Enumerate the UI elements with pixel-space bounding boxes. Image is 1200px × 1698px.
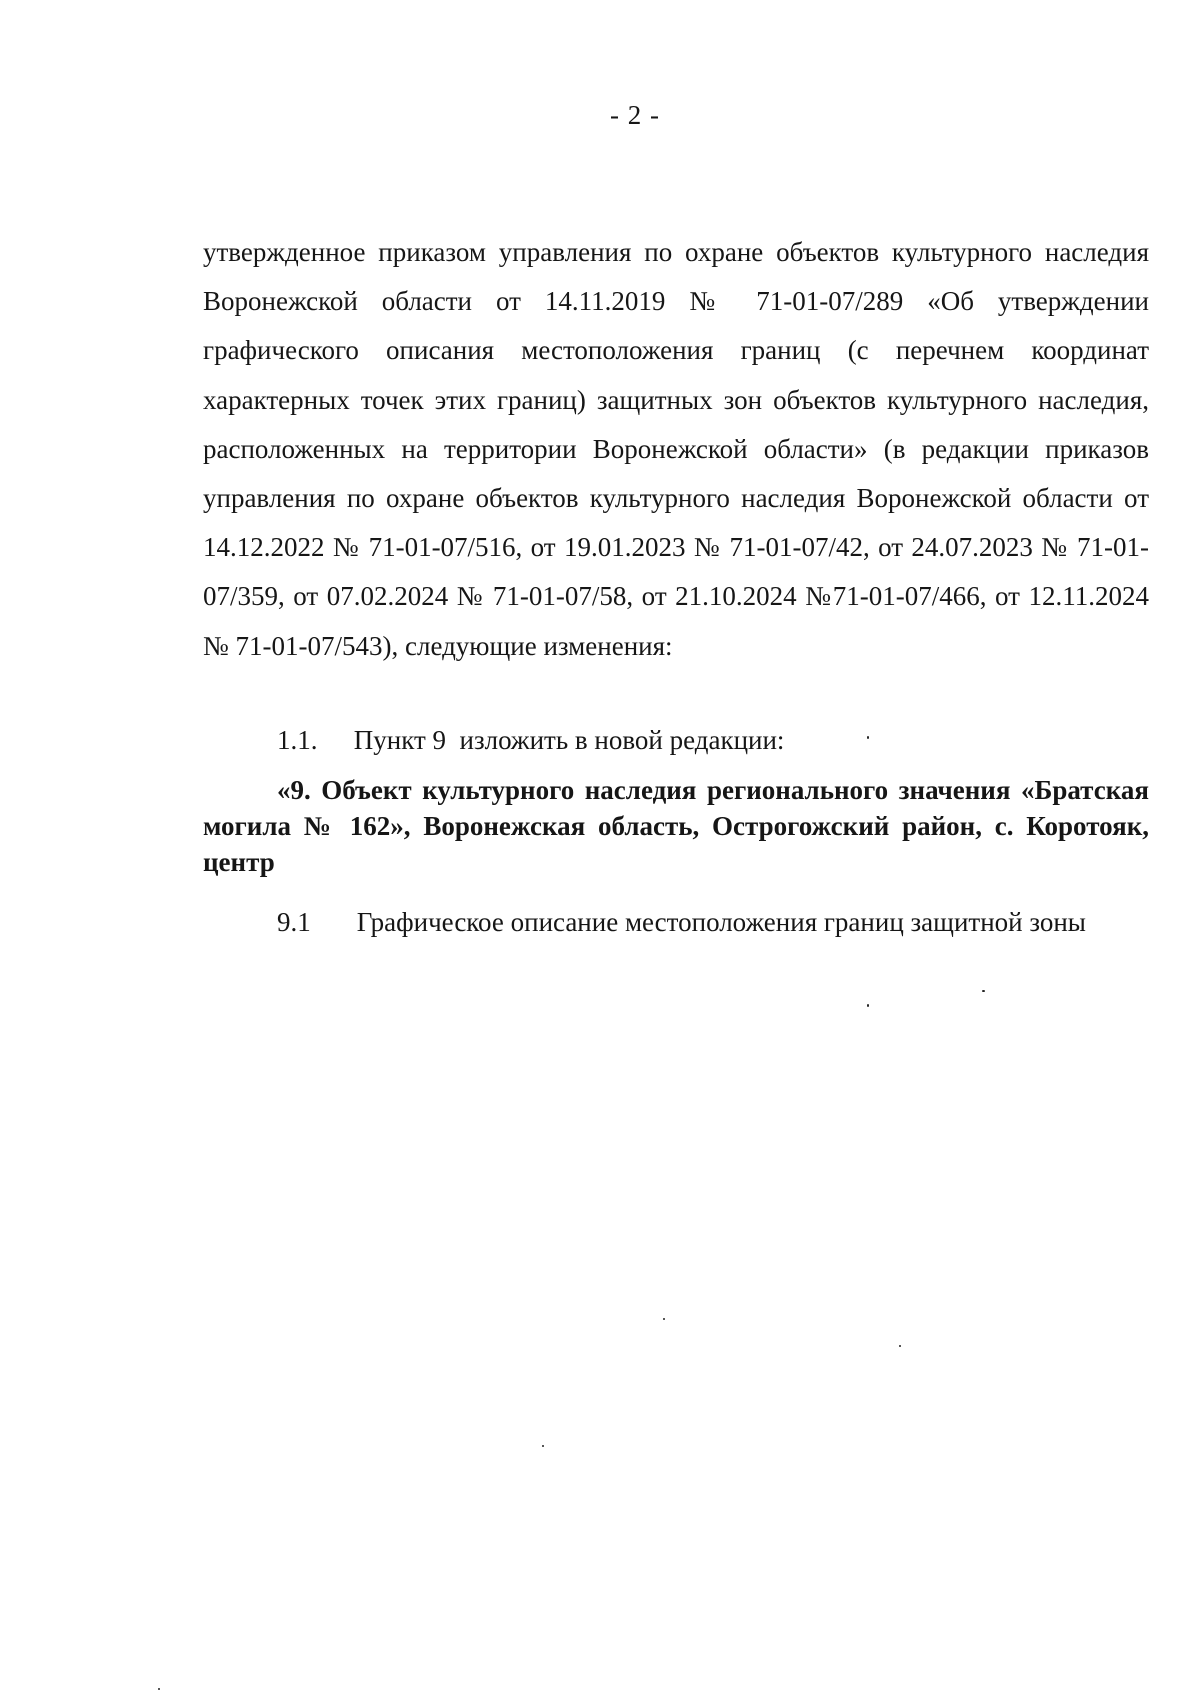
scan-speck (867, 736, 869, 739)
item-1-1-number: 1.1. (277, 725, 318, 755)
scan-speck (982, 990, 985, 992)
body-paragraph: утвержденное приказом управления по охране объектов культурного наследия Воронежской области от 14.11.2019 № 71-01-07/289 «Об утверждении графического описания местоположения границ (с перечнем координат характерных точек этих границ) защитных зон объектов культурного наследия, расположенных на территории Воронежской области» (в редакции приказов управления по охране объектов культурного наследия Воронежской области от 14.12.2022 № 71-01-07/516, от 19.01.2023 № 71-01-07/42, от 24.07.2023 № 71-01-07/359, от 07.02.2024 № 71-01-07/58, от 21.10.2024 №71-01-07/466, от 12.11.2024 № 71-01-07/543), следующие изменения: (203, 237, 1149, 661)
scan-speck (899, 1345, 901, 1347)
item-1-1-text: Пункт 9 изложить в новой редакции: (353, 725, 785, 755)
scan-speck (663, 1318, 665, 1320)
scan-speck (867, 1004, 869, 1007)
item-9-1-text: Графическое описание местоположения границ защитной зоны (356, 907, 1086, 937)
item-1-1 (277, 722, 784, 758)
item-9-1-number: 9.1 (277, 907, 311, 937)
scan-speck (158, 1688, 160, 1690)
object-heading: «9. Объект культурного наследия регионального значения «Братская могила № 162», Воронежская область, Острогожский район, с. Коротояк, центр (203, 775, 1149, 877)
item-9-1 (277, 904, 1086, 940)
page-number: - 2 - (610, 100, 660, 130)
scan-speck (542, 1445, 544, 1447)
